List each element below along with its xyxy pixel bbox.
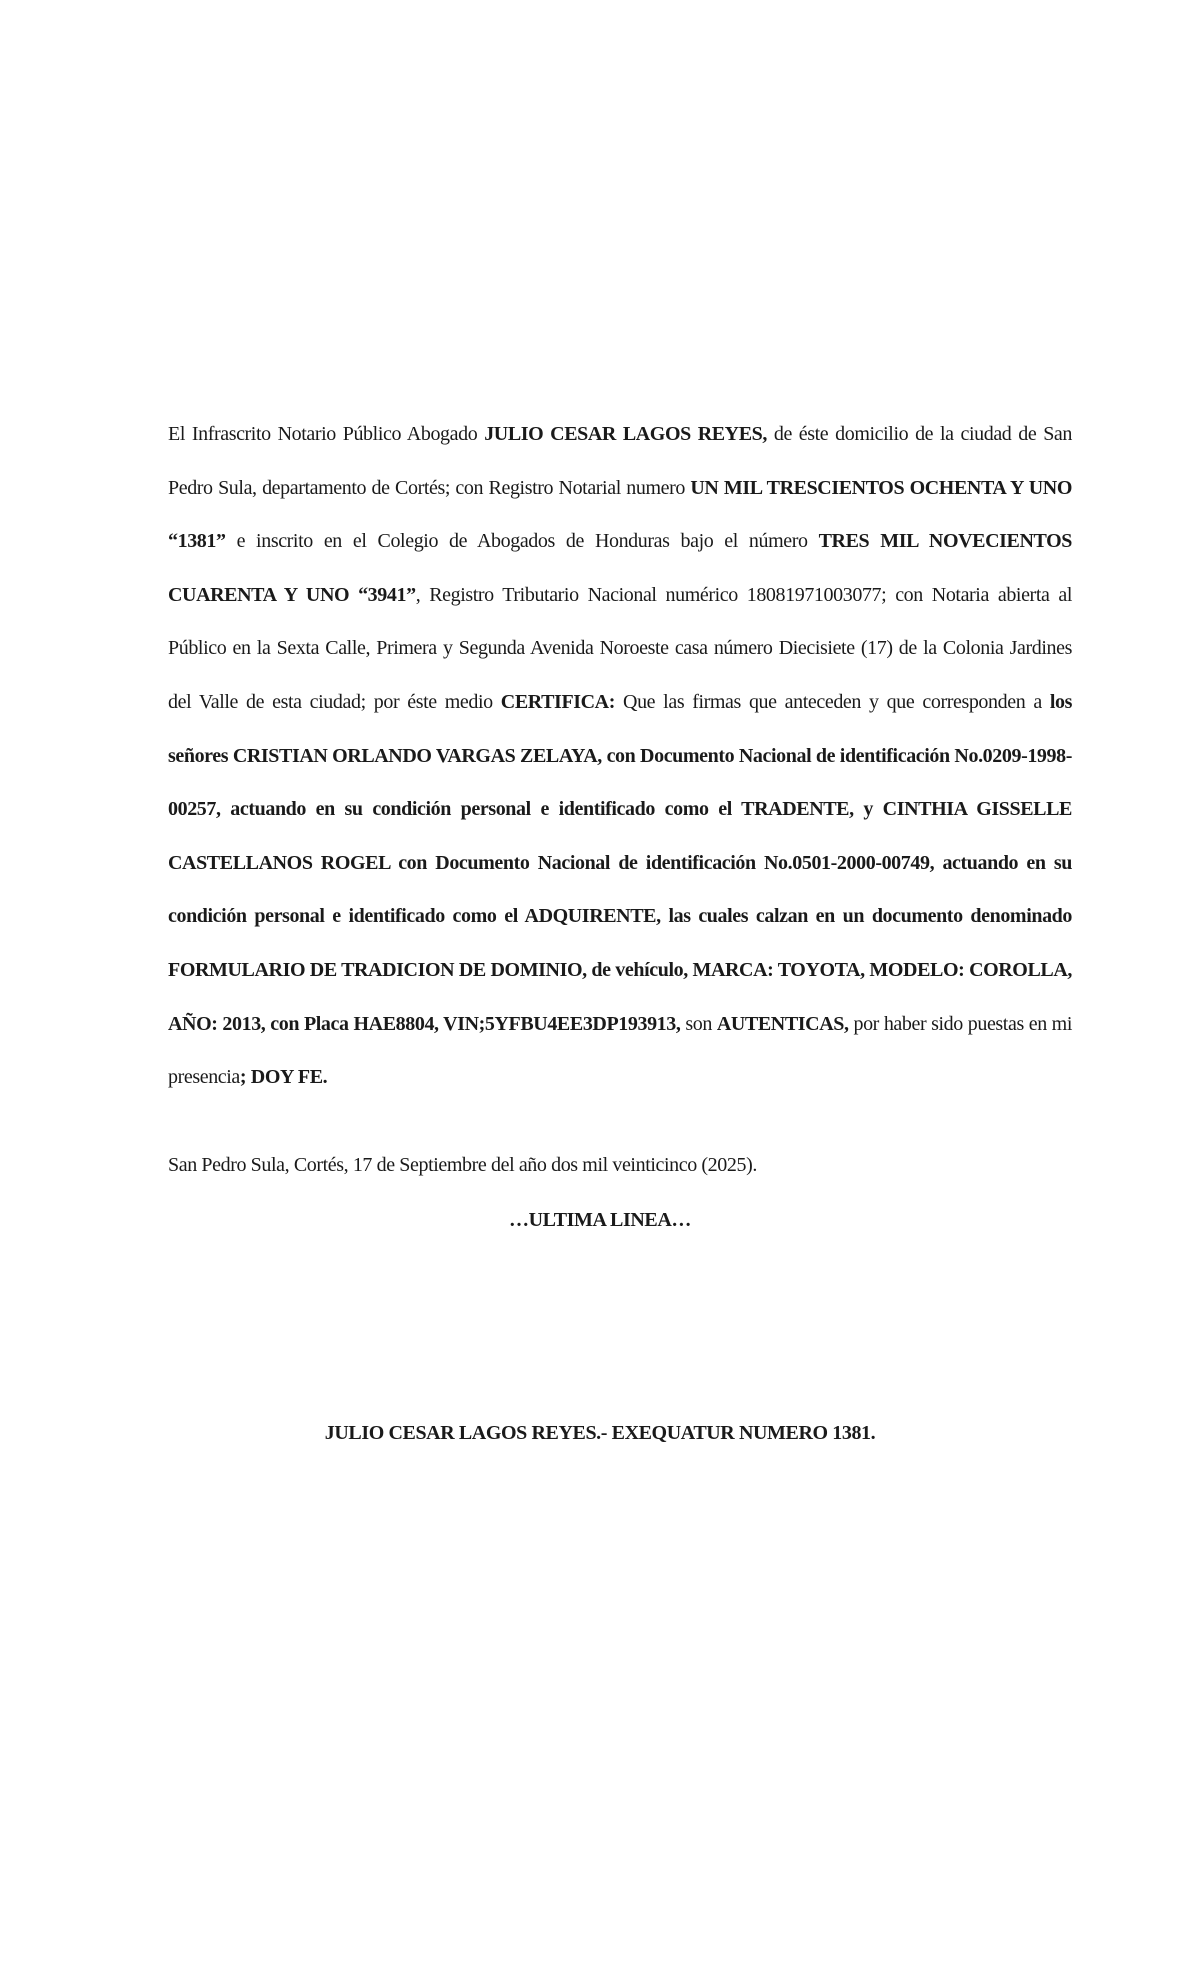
- text-segment: son: [680, 1012, 717, 1035]
- certification-paragraph: [168, 408, 1072, 1105]
- certifica-keyword: CERTIFICA:: [500, 690, 615, 713]
- closing-marker: …ULTIMA LINEA…: [508, 1209, 692, 1231]
- text-segment: El Infrascrito Notario Público Abogado: [168, 423, 485, 445]
- text-segment: de éste domicilio de la ciudad de San Pedro Sula, departamento de Cortés; con Registro Notarial numero: [168, 423, 1072, 499]
- bar-association-number: TRES MIL NOVECIENTOS CUARENTA Y UNO “3941”: [168, 530, 1072, 606]
- signature-line: JULIO CESAR LAGOS REYES.- EXEQUATUR NUMERO 1381.: [324, 1422, 876, 1444]
- text-segment: , Registro Tributario Nacional numérico 18081971003077; con Notaria abierta al Público en la Sexta Calle, Primera y Segunda Avenida Noroeste casa número Diecisiete (17) de la Colonia Jardines del Valle de esta ciudad; por éste medio: [168, 583, 1072, 713]
- notarial-registry-number: UN MIL TRESCIENTOS OCHENTA Y UNO “1381”: [168, 476, 1072, 553]
- autenticas-keyword: AUTENTICAS,: [716, 1012, 849, 1035]
- date-line: San Pedro Sula, Cortés, 17 de Septiembre del año dos mil veinticinco (2025).: [168, 1154, 757, 1176]
- notary-name: JULIO CESAR LAGOS REYES,: [484, 423, 767, 445]
- doy-fe: ; DOY FE.: [239, 1066, 328, 1089]
- parties-and-vehicle-details: los señores CRISTIAN ORLANDO VARGAS ZELAYA, con Documento Nacional de identificación No.0209-1998-00257, actuando en su condición personal e identificado como el TRADENTE, y CINTHIA GISSELLE CASTELLANOS ROGEL con Documento Nacional de identificación No.0501-2000-00749, actuando en su condición personal e identificado como el ADQUIRENTE, las cuales calzan en un documento denominado FORMULARIO DE TRADICION DE DOMINIO, de vehículo, MARCA: TOYOTA, MODELO: COROLLA, AÑO: 2013, con Placa HAE8804, VIN;5YFBU4EE3DP193913,: [168, 690, 1072, 1035]
- text-segment: por haber sido puestas en mi presencia: [168, 1012, 1072, 1089]
- text-segment: e inscrito en el Colegio de Abogados de Honduras bajo el número: [225, 530, 819, 553]
- text-segment: Que las firmas que anteceden y que corresponden a: [615, 690, 1050, 713]
